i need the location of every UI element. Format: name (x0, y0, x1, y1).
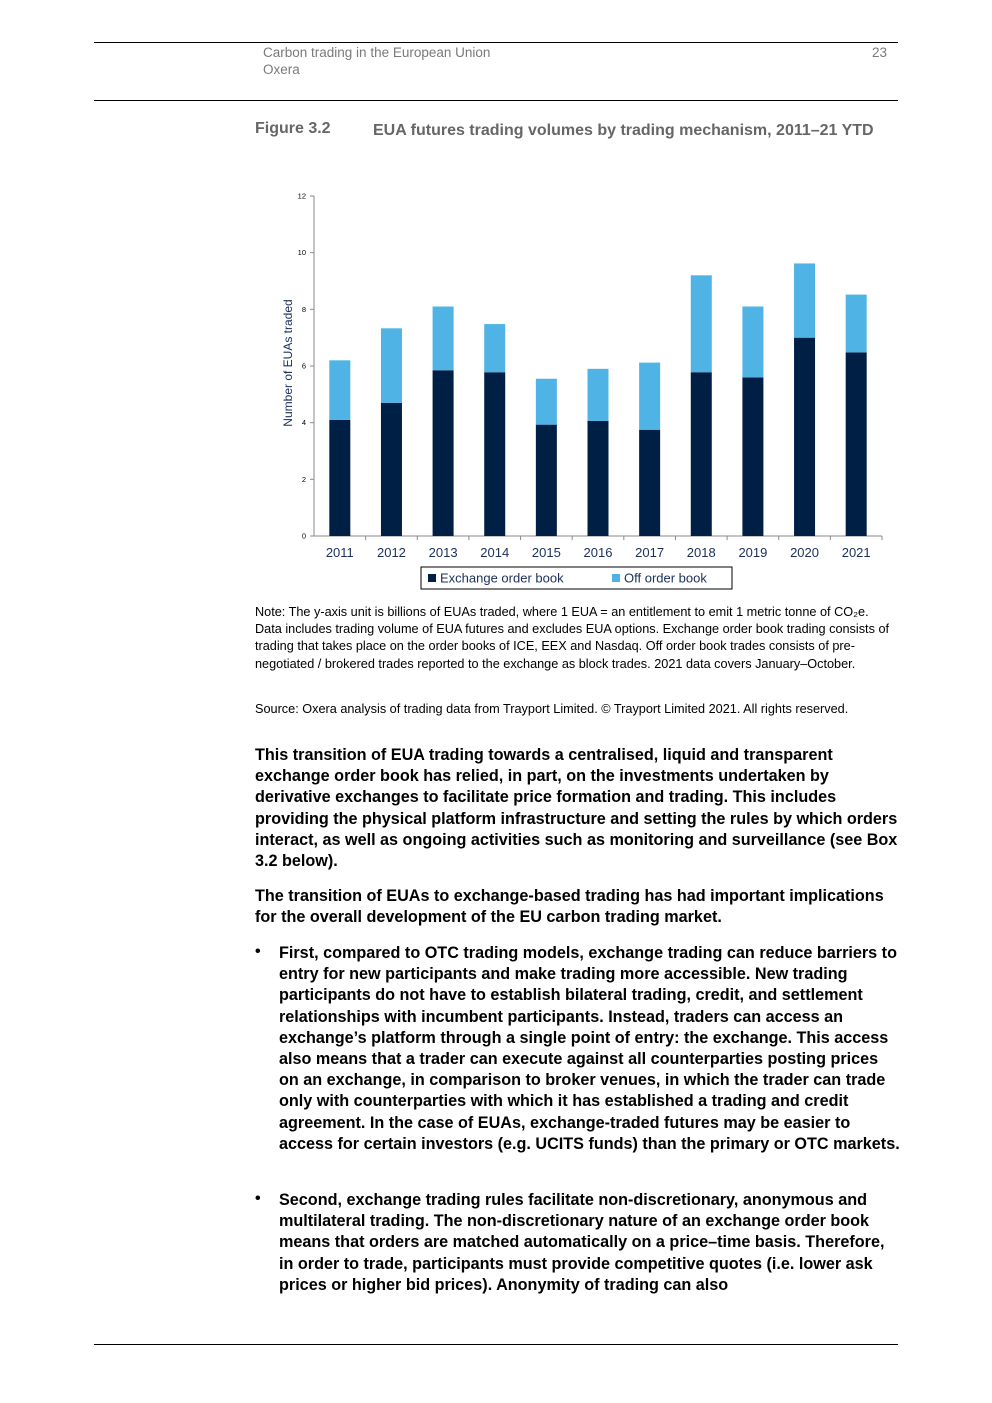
page-number: 23 (872, 45, 888, 60)
x-tick-label: 2011 (325, 545, 354, 560)
bar-off-order-book-2013 (433, 307, 454, 371)
y-tick-label: 0 (301, 531, 306, 541)
y-axis-title: Number of EUAs traded (281, 299, 295, 427)
legend-label-exchange-order-book: Exchange order book (440, 570, 564, 586)
bar-off-order-book-2016 (588, 369, 609, 421)
bullet-marker-2: • (255, 1190, 261, 1207)
legend-swatch-exchange-order-book (428, 574, 436, 582)
bar-exchange-order-book-2014 (484, 372, 505, 536)
bar-exchange-order-book-2018 (691, 372, 712, 536)
figure-source: Source: Oxera analysis of trading data from Trayport Limited. © Trayport Limited 2021. All rights reserved. (255, 702, 849, 716)
bar-off-order-book-2015 (536, 379, 557, 425)
bar-off-order-book-2020 (794, 263, 815, 337)
x-tick-label: 2013 (428, 545, 458, 560)
bullet-marker-1: • (255, 943, 261, 960)
bar-off-order-book-2017 (639, 363, 660, 430)
y-tick-label: 4 (301, 418, 306, 428)
x-tick-label: 2014 (480, 545, 510, 560)
bar-exchange-order-book-2015 (536, 425, 557, 536)
legend-label-off-order-book: Off order book (624, 570, 707, 586)
bar-exchange-order-book-2017 (639, 430, 660, 536)
x-tick-label: 2012 (376, 545, 406, 560)
y-tick-label: 6 (301, 361, 306, 371)
bar-exchange-order-book-2012 (381, 403, 402, 536)
bar-off-order-book-2018 (691, 275, 712, 372)
y-tick-label: 8 (301, 304, 306, 314)
y-tick-label: 2 (301, 474, 306, 484)
y-tick-label: 10 (297, 248, 306, 258)
bar-exchange-order-book-2016 (588, 421, 609, 536)
legend-swatch-off-order-book (612, 574, 620, 582)
bar-exchange-order-book-2019 (742, 377, 763, 536)
bar-off-order-book-2011 (329, 360, 350, 420)
header-top-rule (94, 42, 898, 43)
x-tick-label: 2021 (841, 545, 871, 560)
bar-off-order-book-2012 (381, 328, 402, 403)
x-tick-label: 2018 (686, 545, 716, 560)
footer-rule (94, 1344, 898, 1345)
bullet-item-1: First, compared to OTC trading models, exchange trading can reduce barriers to entry for new participants and make trading more accessible. New trading participants do not have to establish bilateral trading, credit, and settlement relationships with incumbent participants. Instead, traders can access an exchange’s platform through a single point of entry: the exchange. This access also means that a trader can execute against all counterparties posting prices on an exchange, in comparison to broker venues, in which the trader can trade only with counterparties with which it has established a trading and credit agreement. In the case of EUAs, exchange-traded futures may be easier to access for certain investors (e.g. UCITS funds) than the primary or OTC markets. (279, 944, 900, 1153)
x-tick-label: 2016 (583, 545, 613, 560)
figure-note: Note: The y-axis unit is billions of EUAs traded, where 1 EUA = an entitlement to emit 1 metric tonne of CO₂e. Data includes trading volume of EUA futures and excludes EUA options. Exchange order book trading consists of trading that takes place on the order books of ICE, EEX and Nasdaq. Off order book trades consists of pre-negotiated / brokered trades reported to the exchange as block trades. 2021 data covers January–October. (255, 605, 890, 671)
bar-exchange-order-book-2013 (433, 370, 454, 536)
stacked-bar-chart (255, 185, 895, 595)
bar-off-order-book-2014 (484, 324, 505, 372)
header-org: Oxera (263, 62, 300, 77)
x-tick-label: 2017 (635, 545, 665, 560)
x-tick-label: 2019 (738, 545, 768, 560)
y-tick-label: 12 (297, 191, 306, 201)
x-tick-label: 2015 (531, 545, 561, 560)
header-title: Carbon trading in the European Union (263, 45, 491, 60)
header-bottom-rule (94, 100, 898, 101)
bar-exchange-order-book-2020 (794, 338, 815, 536)
bar-exchange-order-book-2011 (329, 420, 350, 536)
paragraph-1: This transition of EUA trading towards a centralised, liquid and transparent exchange order book has relied, in part, on the investments undertaken by derivative exchanges to facilitate price formation and trading. This includes providing the physical platform infrastructure and setting the rules by which orders interact, as well as ongoing activities such as monitoring and surveillance (see Box 3.2 below). (255, 746, 898, 871)
figure-title: EUA futures trading volumes by trading mechanism, 2011–21 YTD (373, 122, 874, 139)
bar-off-order-book-2021 (846, 295, 867, 353)
paragraph-2: The transition of EUAs to exchange-based trading has had important implications for the overall development of the EU carbon trading market. (255, 887, 884, 927)
x-tick-label: 2020 (790, 545, 820, 560)
bullet-item-2: Second, exchange trading rules facilitate non-discretionary, anonymous and multilateral trading. The non-discretionary nature of an exchange order book means that orders are matched automatically on a price–time basis. Therefore, in order to trade, participants must provide competitive quotes (i.e. lower ask prices or higher bid prices). Anonymity of trading can also (279, 1191, 885, 1294)
figure-label: Figure 3.2 (255, 120, 331, 137)
bar-off-order-book-2019 (742, 307, 763, 378)
bar-exchange-order-book-2021 (846, 352, 867, 536)
